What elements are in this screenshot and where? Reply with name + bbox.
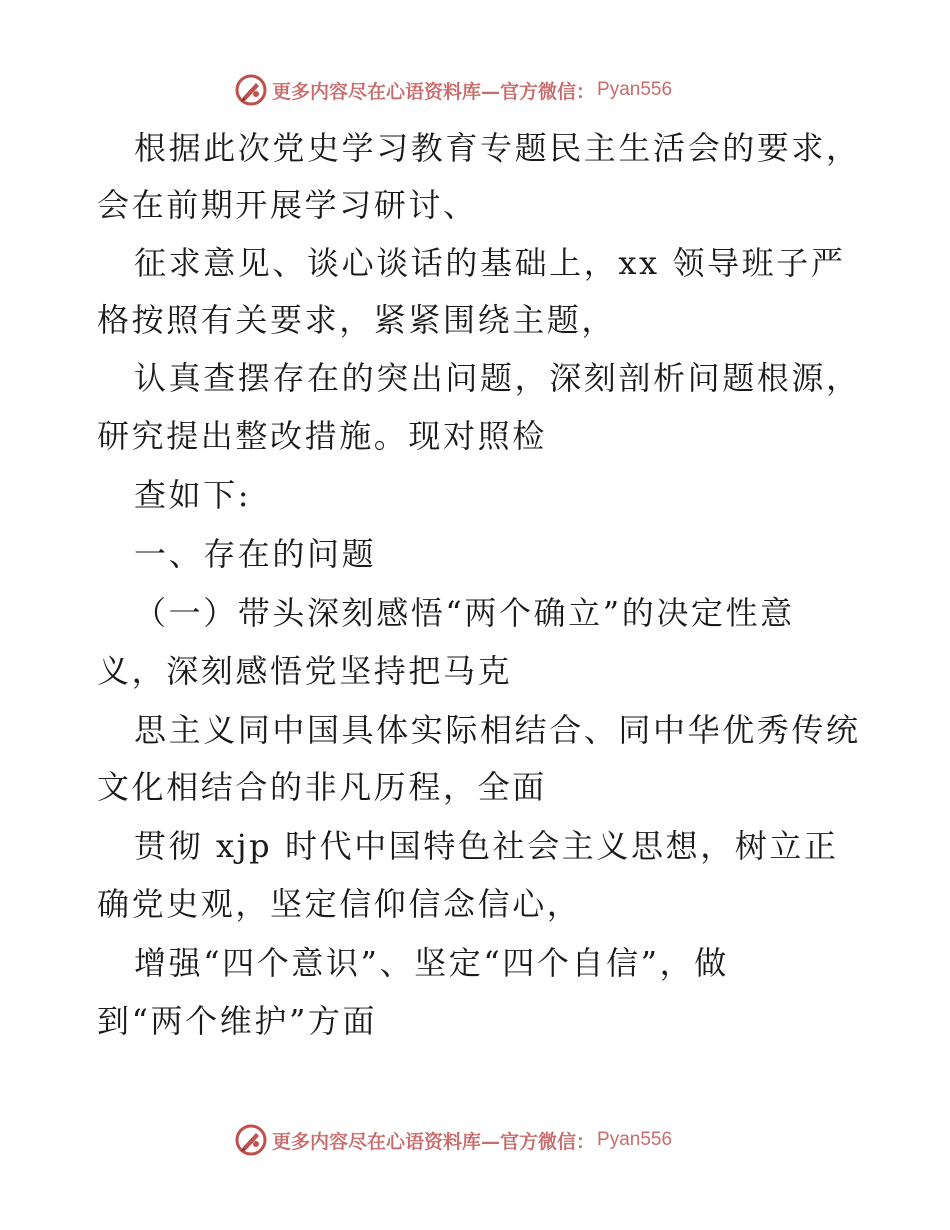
watermark-id: Pyan556 <box>597 1129 673 1150</box>
paragraph-line: 义，深刻感悟党坚持把马克 <box>97 652 513 690</box>
footer-watermark <box>234 1120 672 1160</box>
pen-logo-icon <box>234 73 268 107</box>
paragraph-line: 思主义同中国具体实际相结合、同中华优秀传统 <box>134 711 861 749</box>
paragraph-line: 确党史观，坚定信仰信念信心， <box>97 885 582 923</box>
paragraph-line: 格按照有关要求，紧紧围绕主题， <box>97 301 617 339</box>
paragraph-line: 文化相结合的非凡历程，全面 <box>97 768 547 806</box>
section-heading: 一、存在的问题 <box>134 535 377 573</box>
pen-logo-icon <box>234 1123 268 1157</box>
paragraph-line: 认真查摆存在的突出问题，深刻剖析问题根源， <box>134 359 861 397</box>
paragraph-line: 到“两个维护”方面 <box>97 1002 378 1040</box>
subsection-heading: （一）带头深刻感悟“两个确立”的决定性意 <box>134 594 795 632</box>
watermark-id: Pyan556 <box>597 79 673 100</box>
paragraph-line: 增强“四个意识”、坚定“四个自信”，做 <box>134 944 729 982</box>
header-watermark <box>234 70 672 110</box>
watermark-text: 更多内容尽在心语资料库—官方微信： <box>272 80 596 103</box>
paragraph-line: 研究提出整改措施。现对照检 <box>97 417 547 455</box>
paragraph-line: 贯彻 xjp 时代中国特色社会主义思想，树立正 <box>134 827 839 865</box>
paragraph-line: 查如下: <box>134 476 252 514</box>
paragraph-line: 会在前期开展学习研讨、 <box>97 186 478 224</box>
watermark-text: 更多内容尽在心语资料库—官方微信： <box>272 1130 596 1153</box>
paragraph-line: 根据此次党史学习教育专题民主生活会的要求， <box>134 129 861 167</box>
paragraph-line: 征求意见、谈心谈话的基础上，xx 领导班子严 <box>134 244 846 282</box>
